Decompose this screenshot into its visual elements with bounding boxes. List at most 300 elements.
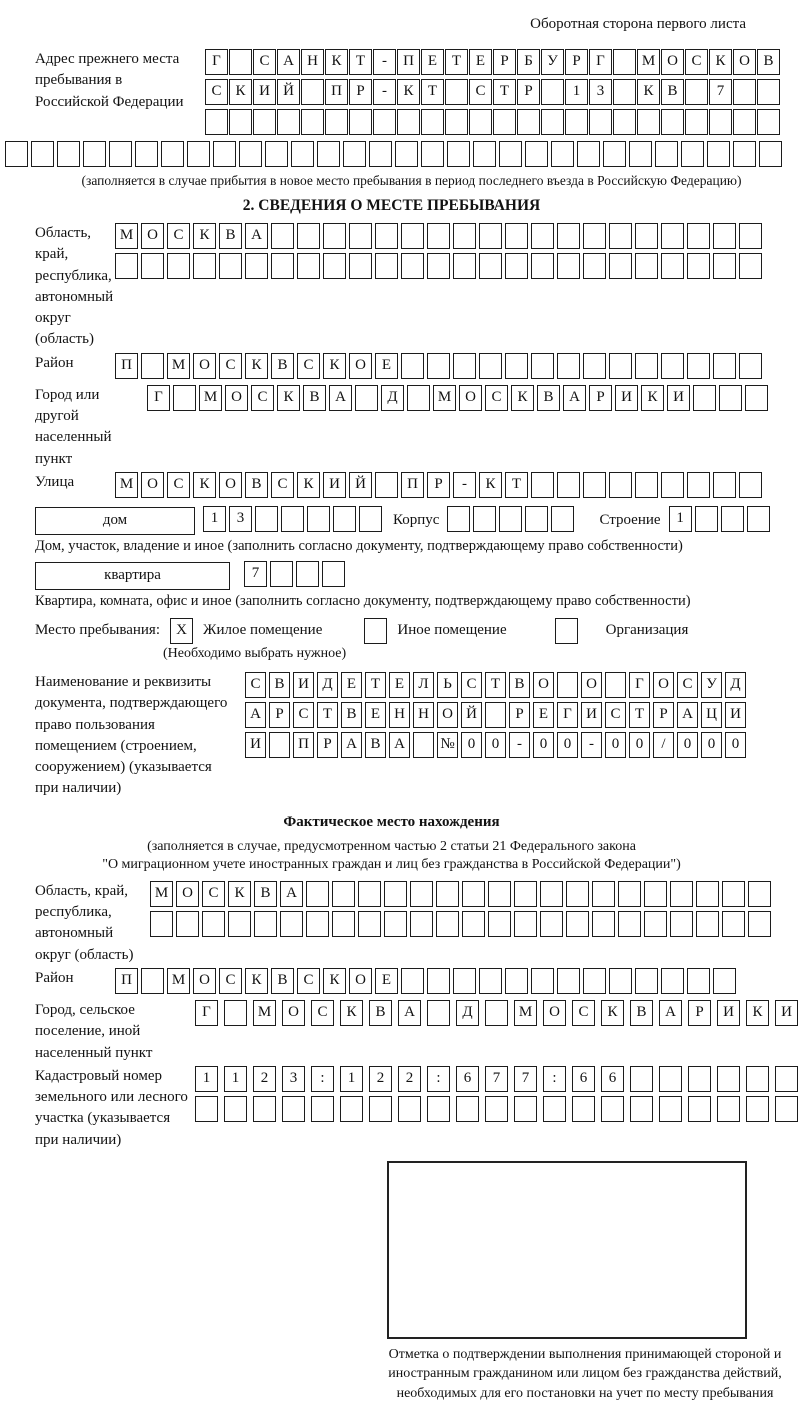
char-cell[interactable]: Т xyxy=(485,672,506,698)
char-cell[interactable] xyxy=(447,506,470,532)
char-cell[interactable]: В xyxy=(630,1000,653,1026)
char-cell[interactable] xyxy=(583,472,606,498)
char-cell[interactable] xyxy=(253,109,276,135)
char-cell[interactable] xyxy=(709,109,732,135)
char-cell[interactable] xyxy=(311,1096,334,1122)
char-cell[interactable] xyxy=(427,253,450,279)
char-cell[interactable] xyxy=(681,141,704,167)
char-cell[interactable] xyxy=(687,253,710,279)
char-cell[interactable]: М xyxy=(167,968,190,994)
char-cell[interactable] xyxy=(195,1096,218,1122)
char-cell[interactable]: В xyxy=(245,472,268,498)
char-cell[interactable] xyxy=(397,109,420,135)
char-cell[interactable] xyxy=(479,253,502,279)
char-cell[interactable] xyxy=(685,109,708,135)
char-cell[interactable]: С xyxy=(572,1000,595,1026)
char-cell[interactable] xyxy=(618,911,641,937)
char-cell[interactable]: В xyxy=(269,672,290,698)
char-cell[interactable] xyxy=(746,1096,769,1122)
char-cell[interactable] xyxy=(693,385,716,411)
char-cell[interactable]: К xyxy=(323,353,346,379)
char-cell[interactable] xyxy=(322,561,345,587)
char-cell[interactable]: Д xyxy=(456,1000,479,1026)
char-cell[interactable]: - xyxy=(373,49,396,75)
char-cell[interactable] xyxy=(747,506,770,532)
char-cell[interactable]: / xyxy=(653,732,674,758)
char-cell[interactable] xyxy=(167,253,190,279)
char-cell[interactable] xyxy=(592,911,615,937)
char-cell[interactable] xyxy=(661,109,684,135)
char-cell[interactable] xyxy=(141,968,164,994)
char-cell[interactable] xyxy=(739,353,762,379)
char-cell[interactable] xyxy=(566,911,589,937)
char-cell[interactable] xyxy=(280,911,303,937)
char-cell[interactable] xyxy=(499,506,522,532)
char-cell[interactable]: С xyxy=(469,79,492,105)
char-cell[interactable] xyxy=(398,1096,421,1122)
char-cell[interactable]: К xyxy=(277,385,300,411)
char-cell[interactable] xyxy=(150,911,173,937)
char-cell[interactable]: О xyxy=(225,385,248,411)
char-cell[interactable]: Б xyxy=(517,49,540,75)
char-cell[interactable]: К xyxy=(746,1000,769,1026)
char-cell[interactable] xyxy=(572,1096,595,1122)
char-cell[interactable] xyxy=(270,561,293,587)
char-cell[interactable]: У xyxy=(701,672,722,698)
char-cell[interactable]: К xyxy=(601,1000,624,1026)
char-cell[interactable]: К xyxy=(641,385,664,411)
char-cell[interactable] xyxy=(291,141,314,167)
char-cell[interactable] xyxy=(407,385,430,411)
char-cell[interactable]: И xyxy=(253,79,276,105)
char-cell[interactable]: О xyxy=(437,702,458,728)
char-cell[interactable]: С xyxy=(461,672,482,698)
char-cell[interactable] xyxy=(661,223,684,249)
char-cell[interactable]: М xyxy=(433,385,456,411)
char-cell[interactable] xyxy=(219,253,242,279)
char-cell[interactable] xyxy=(469,109,492,135)
char-cell[interactable]: 0 xyxy=(725,732,746,758)
char-cell[interactable] xyxy=(687,353,710,379)
char-cell[interactable] xyxy=(613,49,636,75)
char-cell[interactable]: С xyxy=(605,702,626,728)
char-cell[interactable] xyxy=(635,353,658,379)
char-cell[interactable] xyxy=(566,881,589,907)
char-cell[interactable]: Д xyxy=(381,385,404,411)
char-cell[interactable]: В xyxy=(509,672,530,698)
char-cell[interactable] xyxy=(659,1096,682,1122)
char-cell[interactable]: А xyxy=(398,1000,421,1026)
char-cell[interactable]: И xyxy=(581,702,602,728)
char-cell[interactable]: О xyxy=(543,1000,566,1026)
char-cell[interactable] xyxy=(445,109,468,135)
char-cell[interactable]: К xyxy=(397,79,420,105)
char-cell[interactable] xyxy=(721,506,744,532)
char-cell[interactable]: М xyxy=(199,385,222,411)
char-cell[interactable] xyxy=(413,732,434,758)
char-cell[interactable] xyxy=(282,1096,305,1122)
char-cell[interactable] xyxy=(722,911,745,937)
char-cell[interactable]: В xyxy=(537,385,560,411)
char-cell[interactable] xyxy=(514,1096,537,1122)
char-cell[interactable] xyxy=(485,1000,508,1026)
char-cell[interactable] xyxy=(717,1066,740,1092)
char-cell[interactable]: Т xyxy=(365,672,386,698)
char-cell[interactable]: С xyxy=(167,223,190,249)
char-cell[interactable]: С xyxy=(205,79,228,105)
char-cell[interactable]: Г xyxy=(589,49,612,75)
char-cell[interactable]: 1 xyxy=(340,1066,363,1092)
char-cell[interactable] xyxy=(635,472,658,498)
char-cell[interactable] xyxy=(565,109,588,135)
char-cell[interactable]: И xyxy=(717,1000,740,1026)
char-cell[interactable] xyxy=(205,109,228,135)
char-cell[interactable]: В xyxy=(365,732,386,758)
char-cell[interactable] xyxy=(473,506,496,532)
char-cell[interactable]: А xyxy=(245,223,268,249)
char-cell[interactable] xyxy=(696,881,719,907)
char-cell[interactable] xyxy=(228,911,251,937)
char-cell[interactable] xyxy=(609,223,632,249)
char-cell[interactable] xyxy=(603,141,626,167)
char-cell[interactable]: Р xyxy=(509,702,530,728)
char-cell[interactable]: Н xyxy=(413,702,434,728)
char-cell[interactable]: М xyxy=(514,1000,537,1026)
char-cell[interactable]: В xyxy=(369,1000,392,1026)
char-cell[interactable]: Р xyxy=(349,79,372,105)
char-cell[interactable] xyxy=(462,881,485,907)
char-cell[interactable]: Н xyxy=(389,702,410,728)
char-cell[interactable] xyxy=(229,49,252,75)
char-cell[interactable]: С xyxy=(293,702,314,728)
char-cell[interactable]: О xyxy=(459,385,482,411)
char-cell[interactable]: О xyxy=(581,672,602,698)
char-cell[interactable]: Т xyxy=(505,472,528,498)
char-cell[interactable] xyxy=(488,911,511,937)
char-cell[interactable]: А xyxy=(341,732,362,758)
char-cell[interactable]: О xyxy=(349,968,372,994)
char-cell[interactable] xyxy=(485,1096,508,1122)
char-cell[interactable] xyxy=(473,141,496,167)
char-cell[interactable] xyxy=(589,109,612,135)
char-cell[interactable]: 1 xyxy=(669,506,692,532)
char-cell[interactable]: Е xyxy=(533,702,554,728)
char-cell[interactable]: И xyxy=(323,472,346,498)
char-cell[interactable]: И xyxy=(245,732,266,758)
char-cell[interactable]: И xyxy=(725,702,746,728)
char-cell[interactable]: Е xyxy=(469,49,492,75)
char-cell[interactable] xyxy=(687,968,710,994)
char-cell[interactable] xyxy=(340,1096,363,1122)
char-cell[interactable] xyxy=(541,79,564,105)
char-cell[interactable] xyxy=(592,881,615,907)
char-cell[interactable]: К xyxy=(245,968,268,994)
char-cell[interactable]: К xyxy=(245,353,268,379)
char-cell[interactable] xyxy=(557,472,580,498)
char-cell[interactable] xyxy=(453,968,476,994)
char-cell[interactable] xyxy=(213,141,236,167)
char-cell[interactable]: К xyxy=(297,472,320,498)
char-cell[interactable]: Е xyxy=(341,672,362,698)
char-cell[interactable]: О xyxy=(282,1000,305,1026)
char-cell[interactable] xyxy=(479,223,502,249)
char-cell[interactable] xyxy=(453,253,476,279)
char-cell[interactable]: С xyxy=(251,385,274,411)
char-cell[interactable] xyxy=(401,223,424,249)
char-cell[interactable] xyxy=(462,911,485,937)
char-cell[interactable] xyxy=(373,109,396,135)
char-cell[interactable] xyxy=(733,141,756,167)
char-cell[interactable]: Г xyxy=(629,672,650,698)
char-cell[interactable]: А xyxy=(563,385,586,411)
char-cell[interactable]: Р xyxy=(517,79,540,105)
char-cell[interactable]: И xyxy=(293,672,314,698)
char-cell[interactable] xyxy=(306,881,329,907)
char-cell[interactable] xyxy=(688,1066,711,1092)
char-cell[interactable]: Й xyxy=(277,79,300,105)
char-cell[interactable] xyxy=(325,109,348,135)
char-cell[interactable] xyxy=(401,968,424,994)
char-cell[interactable] xyxy=(375,253,398,279)
char-cell[interactable] xyxy=(245,253,268,279)
char-cell[interactable]: Р xyxy=(688,1000,711,1026)
char-cell[interactable]: С xyxy=(219,968,242,994)
char-cell[interactable]: О xyxy=(653,672,674,698)
char-cell[interactable]: К xyxy=(193,472,216,498)
char-cell[interactable] xyxy=(323,253,346,279)
char-cell[interactable] xyxy=(713,253,736,279)
char-cell[interactable]: Т xyxy=(317,702,338,728)
char-cell[interactable] xyxy=(421,109,444,135)
char-cell[interactable]: С xyxy=(677,672,698,698)
char-cell[interactable] xyxy=(333,506,356,532)
char-cell[interactable] xyxy=(193,253,216,279)
char-cell[interactable]: С xyxy=(485,385,508,411)
char-cell[interactable] xyxy=(707,141,730,167)
char-cell[interactable]: И xyxy=(615,385,638,411)
char-cell[interactable] xyxy=(713,472,736,498)
char-cell[interactable]: 6 xyxy=(601,1066,624,1092)
char-cell[interactable]: Р xyxy=(589,385,612,411)
char-cell[interactable]: О xyxy=(176,881,199,907)
char-cell[interactable] xyxy=(445,79,468,105)
char-cell[interactable] xyxy=(421,141,444,167)
char-cell[interactable]: Р xyxy=(493,49,516,75)
char-cell[interactable] xyxy=(427,223,450,249)
char-cell[interactable] xyxy=(531,968,554,994)
char-cell[interactable]: Д xyxy=(725,672,746,698)
char-cell[interactable] xyxy=(141,353,164,379)
char-cell[interactable] xyxy=(5,141,28,167)
char-cell[interactable] xyxy=(531,472,554,498)
char-cell[interactable] xyxy=(746,1066,769,1092)
char-cell[interactable] xyxy=(775,1066,798,1092)
char-cell[interactable] xyxy=(479,968,502,994)
char-cell[interactable] xyxy=(557,353,580,379)
char-cell[interactable]: К xyxy=(323,968,346,994)
char-cell[interactable]: А xyxy=(659,1000,682,1026)
char-cell[interactable]: Г xyxy=(147,385,170,411)
char-cell[interactable] xyxy=(369,1096,392,1122)
char-cell[interactable] xyxy=(277,109,300,135)
char-cell[interactable]: О xyxy=(141,223,164,249)
char-cell[interactable]: 6 xyxy=(572,1066,595,1092)
char-cell[interactable] xyxy=(31,141,54,167)
char-cell[interactable]: 1 xyxy=(195,1066,218,1092)
char-cell[interactable] xyxy=(173,385,196,411)
char-cell[interactable] xyxy=(670,881,693,907)
char-cell[interactable]: Т xyxy=(421,79,444,105)
char-cell[interactable]: С xyxy=(297,968,320,994)
char-cell[interactable] xyxy=(531,353,554,379)
char-cell[interactable]: К xyxy=(340,1000,363,1026)
char-cell[interactable]: С xyxy=(253,49,276,75)
char-cell[interactable]: У xyxy=(541,49,564,75)
char-cell[interactable]: С xyxy=(311,1000,334,1026)
char-cell[interactable] xyxy=(514,881,537,907)
char-cell[interactable] xyxy=(609,253,632,279)
char-cell[interactable] xyxy=(176,911,199,937)
char-cell[interactable]: Л xyxy=(413,672,434,698)
char-cell[interactable] xyxy=(355,385,378,411)
char-cell[interactable]: Е xyxy=(365,702,386,728)
char-cell[interactable] xyxy=(375,472,398,498)
char-cell[interactable]: В xyxy=(219,223,242,249)
char-cell[interactable]: О xyxy=(661,49,684,75)
char-cell[interactable] xyxy=(269,732,290,758)
char-cell[interactable]: : xyxy=(311,1066,334,1092)
char-cell[interactable]: М xyxy=(115,223,138,249)
char-cell[interactable] xyxy=(358,881,381,907)
char-cell[interactable] xyxy=(488,881,511,907)
char-cell[interactable]: - xyxy=(453,472,476,498)
char-cell[interactable] xyxy=(757,109,780,135)
char-cell[interactable] xyxy=(253,1096,276,1122)
char-cell[interactable]: 7 xyxy=(514,1066,537,1092)
char-cell[interactable] xyxy=(557,253,580,279)
char-cell[interactable] xyxy=(733,109,756,135)
char-cell[interactable] xyxy=(301,109,324,135)
char-cell[interactable] xyxy=(540,881,563,907)
char-cell[interactable] xyxy=(601,1096,624,1122)
char-cell[interactable] xyxy=(525,141,548,167)
char-cell[interactable]: Т xyxy=(493,79,516,105)
char-cell[interactable] xyxy=(517,109,540,135)
char-cell[interactable]: : xyxy=(427,1066,450,1092)
char-cell[interactable]: П xyxy=(397,49,420,75)
char-cell[interactable] xyxy=(543,1096,566,1122)
char-cell[interactable] xyxy=(384,911,407,937)
char-cell[interactable] xyxy=(759,141,782,167)
char-cell[interactable] xyxy=(349,223,372,249)
char-cell[interactable]: 0 xyxy=(701,732,722,758)
char-cell[interactable] xyxy=(609,472,632,498)
char-cell[interactable] xyxy=(514,911,537,937)
char-cell[interactable] xyxy=(541,109,564,135)
char-cell[interactable] xyxy=(577,141,600,167)
char-cell[interactable]: К xyxy=(228,881,251,907)
char-cell[interactable] xyxy=(436,911,459,937)
char-cell[interactable] xyxy=(655,141,678,167)
char-cell[interactable]: С xyxy=(245,672,266,698)
char-cell[interactable] xyxy=(229,109,252,135)
char-cell[interactable] xyxy=(375,223,398,249)
char-cell[interactable]: Т xyxy=(349,49,372,75)
char-cell[interactable] xyxy=(83,141,106,167)
char-cell[interactable]: - xyxy=(373,79,396,105)
char-cell[interactable] xyxy=(637,109,660,135)
char-cell[interactable] xyxy=(224,1000,247,1026)
char-cell[interactable] xyxy=(583,223,606,249)
char-cell[interactable]: О xyxy=(733,49,756,75)
char-cell[interactable]: 0 xyxy=(629,732,650,758)
char-cell[interactable]: Е xyxy=(375,353,398,379)
char-cell[interactable]: 1 xyxy=(203,506,226,532)
char-cell[interactable]: Р xyxy=(653,702,674,728)
char-cell[interactable] xyxy=(202,911,225,937)
char-cell[interactable]: : xyxy=(543,1066,566,1092)
char-cell[interactable]: А xyxy=(677,702,698,728)
char-cell[interactable] xyxy=(323,223,346,249)
char-cell[interactable] xyxy=(551,141,574,167)
char-cell[interactable] xyxy=(583,353,606,379)
char-cell[interactable]: В xyxy=(661,79,684,105)
char-cell[interactable]: Г xyxy=(205,49,228,75)
char-cell[interactable]: О xyxy=(349,353,372,379)
char-cell[interactable] xyxy=(609,353,632,379)
char-cell[interactable] xyxy=(557,968,580,994)
char-cell[interactable]: К xyxy=(479,472,502,498)
char-cell[interactable] xyxy=(306,911,329,937)
char-cell[interactable] xyxy=(551,506,574,532)
char-cell[interactable] xyxy=(635,223,658,249)
char-cell[interactable]: К xyxy=(709,49,732,75)
char-cell[interactable] xyxy=(358,911,381,937)
char-cell[interactable] xyxy=(733,79,756,105)
char-cell[interactable]: 7 xyxy=(485,1066,508,1092)
char-cell[interactable] xyxy=(687,472,710,498)
char-cell[interactable]: О xyxy=(193,353,216,379)
char-cell[interactable] xyxy=(505,223,528,249)
char-cell[interactable] xyxy=(722,881,745,907)
char-cell[interactable]: М xyxy=(115,472,138,498)
char-cell[interactable] xyxy=(384,881,407,907)
char-cell[interactable]: О xyxy=(533,672,554,698)
char-cell[interactable]: Н xyxy=(301,49,324,75)
char-cell[interactable] xyxy=(410,911,433,937)
char-cell[interactable] xyxy=(696,911,719,937)
char-cell[interactable] xyxy=(531,223,554,249)
char-cell[interactable] xyxy=(456,1096,479,1122)
char-cell[interactable] xyxy=(427,1000,450,1026)
char-cell[interactable]: Г xyxy=(195,1000,218,1026)
char-cell[interactable] xyxy=(57,141,80,167)
char-cell[interactable]: В xyxy=(271,968,294,994)
char-cell[interactable] xyxy=(713,968,736,994)
char-cell[interactable]: М xyxy=(167,353,190,379)
char-cell[interactable] xyxy=(609,968,632,994)
char-cell[interactable]: О xyxy=(141,472,164,498)
char-cell[interactable]: К xyxy=(325,49,348,75)
char-cell[interactable]: К xyxy=(637,79,660,105)
char-cell[interactable]: 0 xyxy=(677,732,698,758)
char-cell[interactable]: И xyxy=(667,385,690,411)
char-cell[interactable]: Д xyxy=(317,672,338,698)
char-cell[interactable] xyxy=(109,141,132,167)
char-cell[interactable] xyxy=(739,472,762,498)
char-cell[interactable]: И xyxy=(775,1000,798,1026)
char-cell[interactable] xyxy=(748,911,771,937)
